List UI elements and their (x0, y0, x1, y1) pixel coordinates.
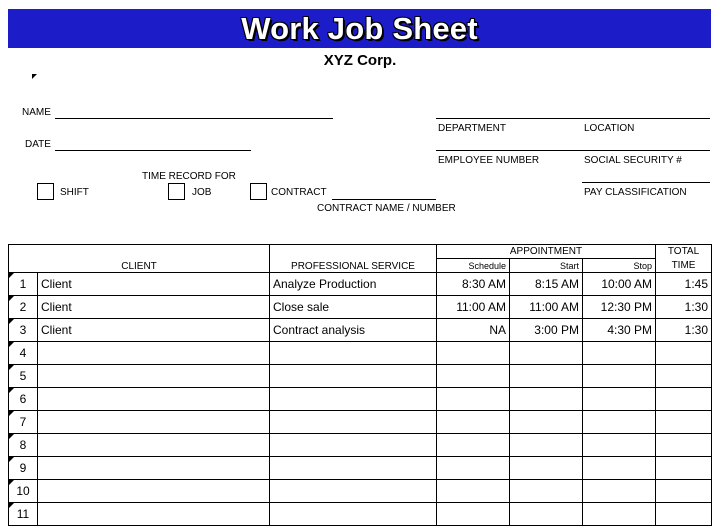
cell-comment-marker (32, 74, 37, 79)
schedule-cell[interactable] (437, 480, 510, 503)
schedule-cell[interactable]: 8:30 AM (437, 273, 510, 296)
schedule-cell[interactable] (437, 434, 510, 457)
schedule-cell[interactable]: NA (437, 319, 510, 342)
row-number: 2 (9, 296, 38, 319)
client-cell[interactable] (38, 365, 270, 388)
contract-label: CONTRACT (271, 187, 327, 198)
client-cell[interactable]: Client (38, 273, 270, 296)
table-row (9, 457, 712, 480)
start-cell[interactable] (510, 480, 583, 503)
shift-label: SHIFT (60, 187, 89, 198)
total-cell[interactable] (656, 457, 712, 480)
contract-checkbox[interactable] (250, 183, 267, 200)
date-field[interactable] (55, 150, 251, 151)
row-number: 4 (9, 342, 38, 365)
contract-name-label: CONTRACT NAME / NUMBER (317, 203, 456, 214)
total-cell[interactable] (656, 388, 712, 411)
row-number: 10 (9, 480, 38, 503)
service-cell[interactable] (270, 365, 437, 388)
start-cell[interactable] (510, 457, 583, 480)
start-header: Start (510, 259, 583, 273)
schedule-cell[interactable] (437, 365, 510, 388)
client-cell[interactable] (38, 388, 270, 411)
time-record-label: TIME RECORD FOR (142, 171, 236, 182)
job-table (8, 244, 712, 526)
stop-cell[interactable] (583, 480, 656, 503)
total-cell[interactable] (656, 342, 712, 365)
employee-number-label: EMPLOYEE NUMBER (438, 155, 540, 166)
row-number: 8 (9, 434, 38, 457)
client-cell[interactable] (38, 411, 270, 434)
table-row (9, 503, 712, 526)
schedule-cell[interactable] (437, 457, 510, 480)
total-header: TOTAL (656, 245, 712, 259)
header-row-top (9, 245, 712, 259)
start-cell[interactable] (510, 365, 583, 388)
total-cell[interactable]: 1:45 (656, 273, 712, 296)
row-number: 1 (9, 273, 38, 296)
appointment-header: APPOINTMENT (437, 245, 656, 259)
service-cell[interactable] (270, 503, 437, 526)
row-number: 11 (9, 503, 38, 526)
stop-cell[interactable] (583, 503, 656, 526)
employee-ssn-line[interactable] (436, 150, 710, 151)
table-row (9, 319, 712, 342)
start-cell[interactable]: 3:00 PM (510, 319, 583, 342)
start-cell[interactable] (510, 388, 583, 411)
location-label: LOCATION (584, 123, 635, 134)
stop-header: Stop (583, 259, 656, 273)
stop-cell[interactable]: 4:30 PM (583, 319, 656, 342)
total-cell[interactable] (656, 434, 712, 457)
start-cell[interactable]: 11:00 AM (510, 296, 583, 319)
name-field[interactable] (55, 118, 333, 119)
total-cell[interactable]: 1:30 (656, 296, 712, 319)
start-cell[interactable] (510, 434, 583, 457)
schedule-cell[interactable] (437, 503, 510, 526)
client-cell[interactable] (38, 480, 270, 503)
row-number: 5 (9, 365, 38, 388)
pay-classification-label: PAY CLASSIFICATION (584, 187, 687, 198)
start-cell[interactable] (510, 342, 583, 365)
contract-name-field[interactable] (332, 199, 436, 200)
table-row (9, 388, 712, 411)
table-row (9, 296, 712, 319)
service-cell[interactable] (270, 411, 437, 434)
stop-cell[interactable] (583, 365, 656, 388)
name-label: NAME (22, 107, 51, 118)
date-label: DATE (25, 139, 51, 150)
job-label: JOB (192, 187, 212, 198)
table-row (9, 411, 712, 434)
client-header: CLIENT (9, 245, 270, 273)
total-cell[interactable] (656, 480, 712, 503)
client-cell[interactable] (38, 434, 270, 457)
service-header: PROFESSIONAL SERVICE (270, 245, 437, 273)
start-cell[interactable]: 8:15 AM (510, 273, 583, 296)
total-cell[interactable]: 1:30 (656, 319, 712, 342)
stop-cell[interactable] (583, 457, 656, 480)
service-cell[interactable] (270, 434, 437, 457)
schedule-header: Schedule (437, 259, 510, 273)
stop-cell[interactable]: 12:30 PM (583, 296, 656, 319)
service-cell[interactable] (270, 342, 437, 365)
total-cell[interactable] (656, 365, 712, 388)
service-cell[interactable]: Analyze Production (270, 273, 437, 296)
ssn-label: SOCIAL SECURITY # (584, 155, 682, 166)
stop-cell[interactable] (583, 411, 656, 434)
service-cell[interactable]: Contract analysis (270, 319, 437, 342)
service-cell[interactable]: Close sale (270, 296, 437, 319)
row-number: 7 (9, 411, 38, 434)
time-header: TIME (656, 259, 712, 273)
sheet-title: Work Job Sheet (241, 10, 478, 46)
client-cell[interactable] (38, 342, 270, 365)
stop-cell[interactable] (583, 342, 656, 365)
schedule-cell[interactable] (437, 411, 510, 434)
service-cell[interactable] (270, 388, 437, 411)
client-cell[interactable]: Client (38, 319, 270, 342)
table-row (9, 342, 712, 365)
total-cell[interactable] (656, 411, 712, 434)
table-row (9, 273, 712, 296)
department-location-line[interactable] (436, 118, 710, 119)
start-cell[interactable] (510, 503, 583, 526)
table-row (9, 365, 712, 388)
stop-cell[interactable] (583, 434, 656, 457)
department-label: DEPARTMENT (438, 123, 506, 134)
schedule-cell[interactable] (437, 388, 510, 411)
service-cell[interactable] (270, 457, 437, 480)
total-cell[interactable] (656, 503, 712, 526)
title-banner (8, 9, 711, 48)
table-row (9, 480, 712, 503)
stop-cell[interactable]: 10:00 AM (583, 273, 656, 296)
stop-cell[interactable] (583, 388, 656, 411)
schedule-cell[interactable]: 11:00 AM (437, 296, 510, 319)
row-number: 3 (9, 319, 38, 342)
client-cell[interactable] (38, 457, 270, 480)
schedule-cell[interactable] (437, 342, 510, 365)
job-checkbox[interactable] (168, 183, 185, 200)
pay-classification-field[interactable] (582, 182, 710, 183)
row-number: 9 (9, 457, 38, 480)
client-cell[interactable] (38, 503, 270, 526)
company-name: XYZ Corp. (323, 52, 397, 69)
start-cell[interactable] (510, 411, 583, 434)
client-cell[interactable]: Client (38, 296, 270, 319)
service-cell[interactable] (270, 480, 437, 503)
shift-checkbox[interactable] (37, 183, 54, 200)
row-number: 6 (9, 388, 38, 411)
table-row (9, 434, 712, 457)
